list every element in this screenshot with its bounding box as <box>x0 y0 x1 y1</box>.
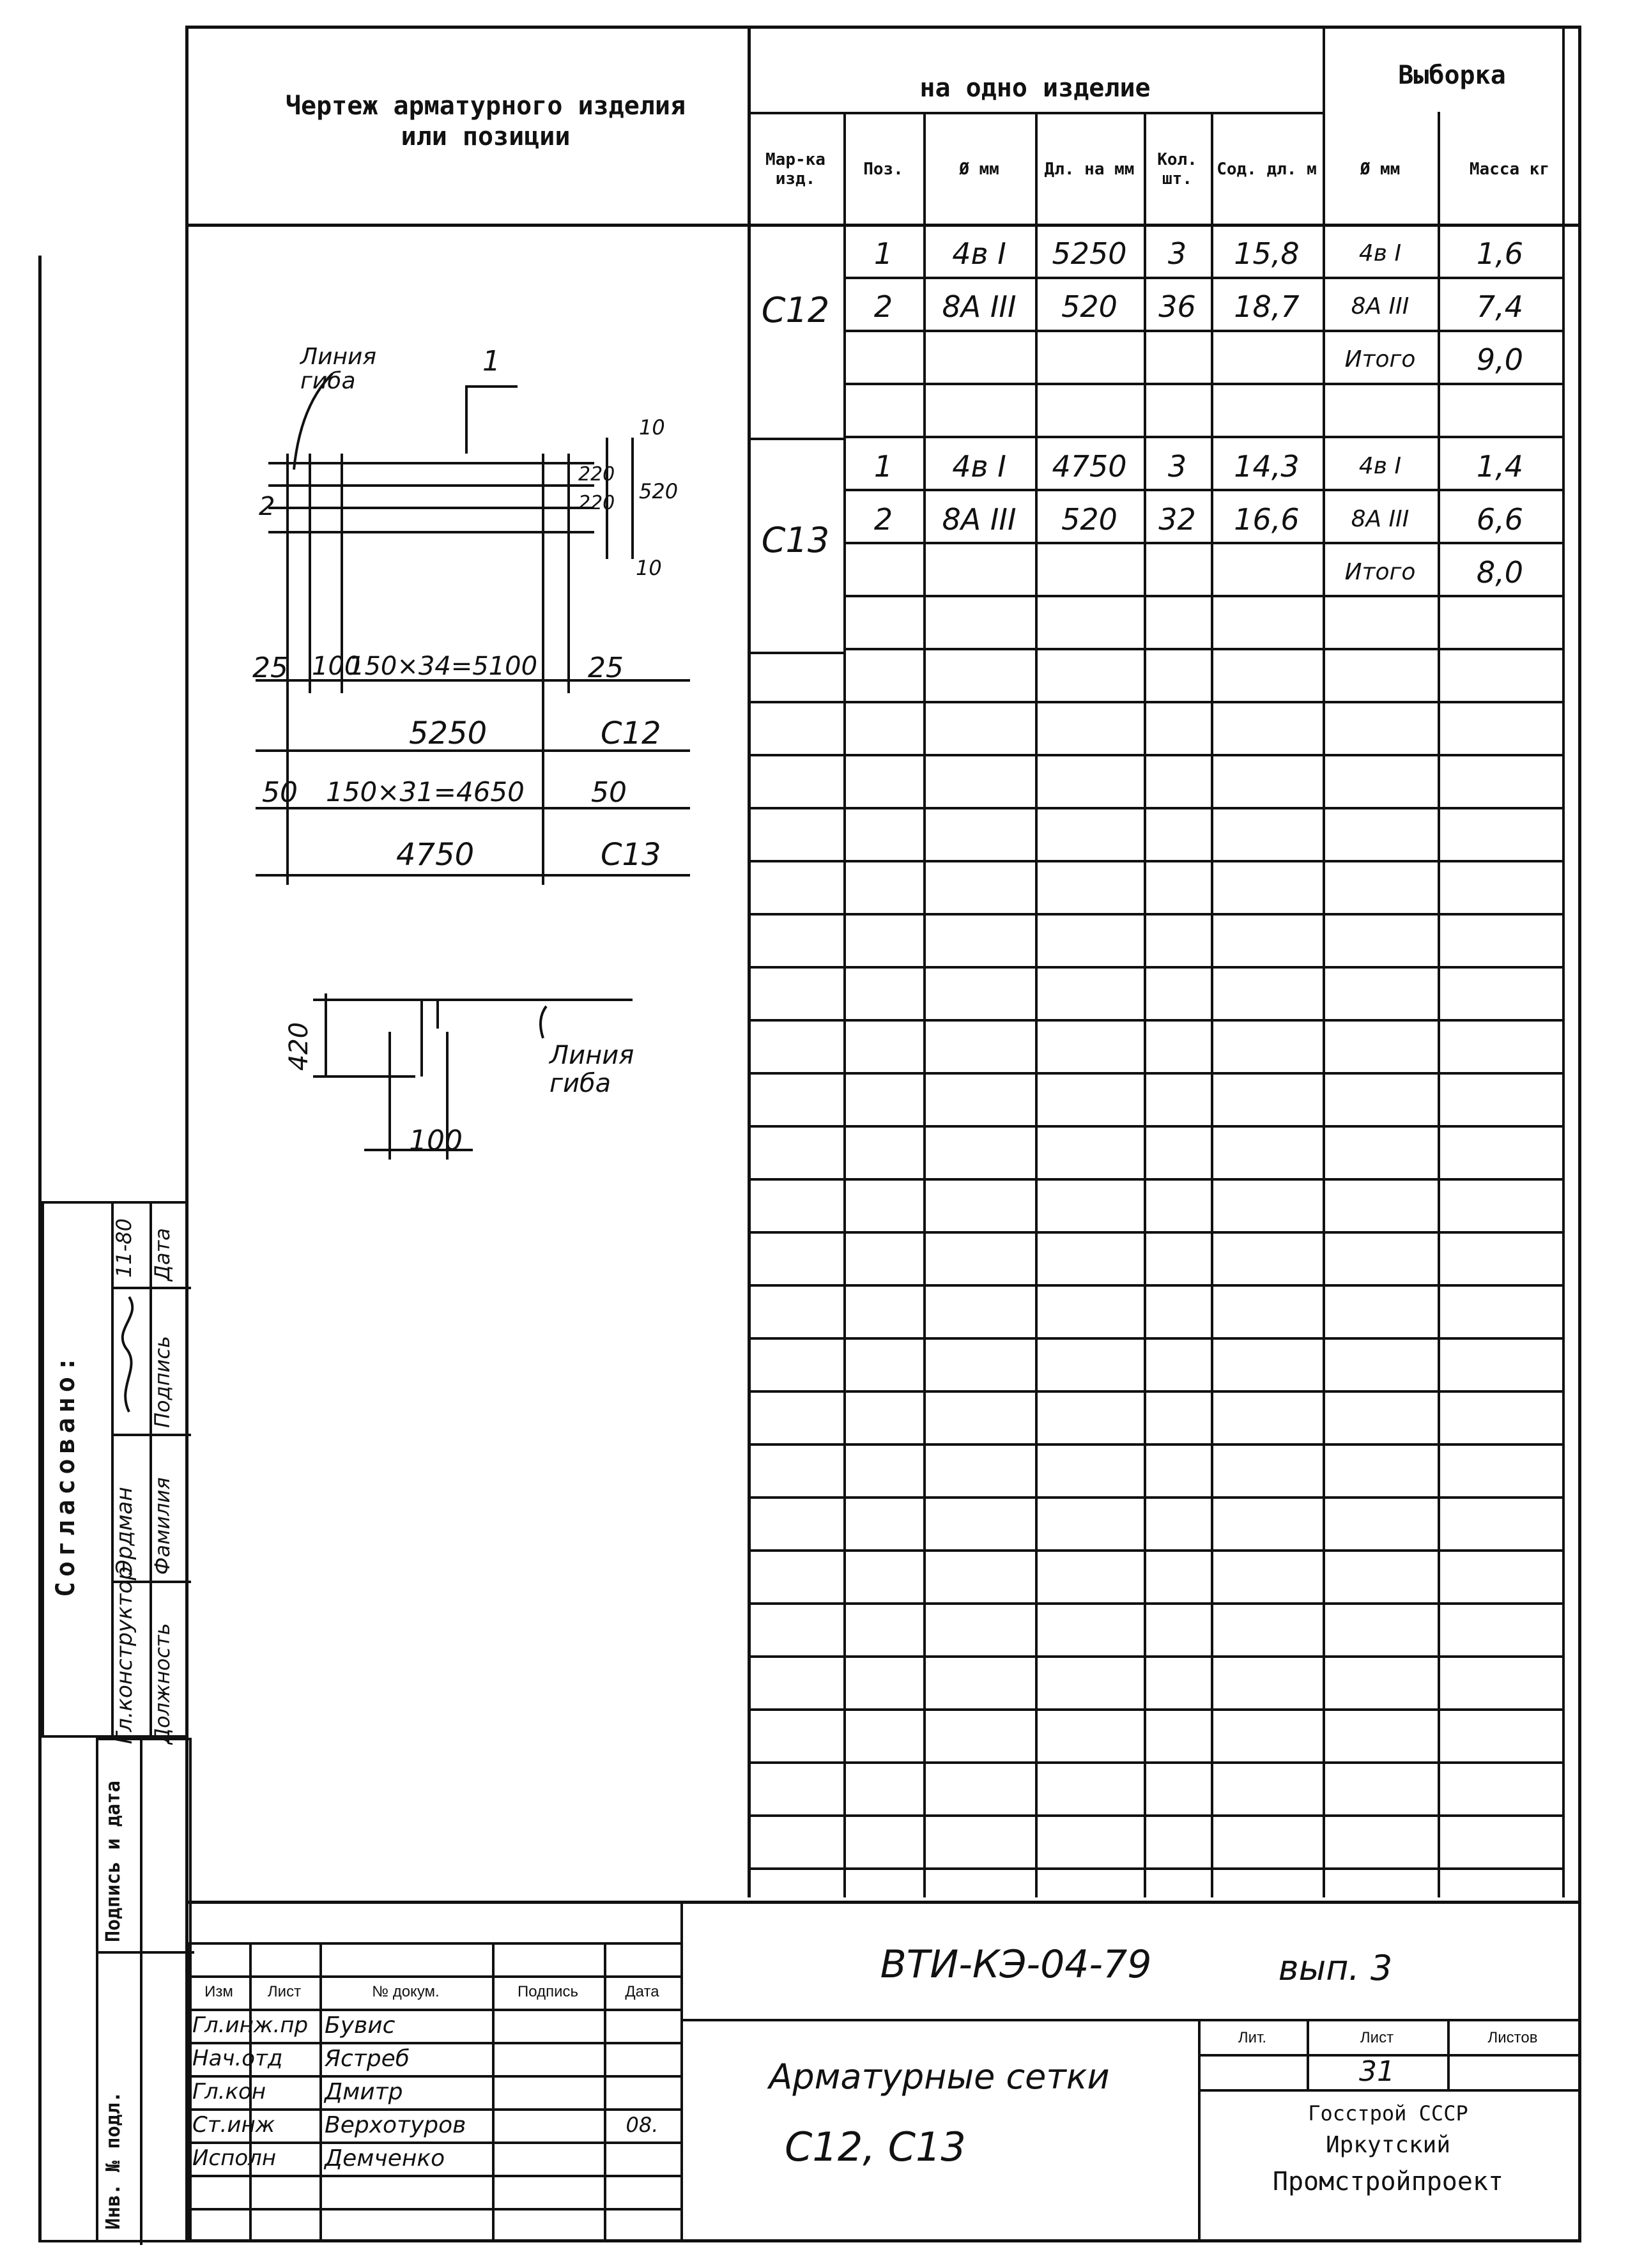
cell-mass: 8,0 <box>1476 555 1524 590</box>
table-row-line <box>748 1231 1562 1234</box>
table-row-line <box>748 1867 1562 1870</box>
col-header-dia: Ø мм <box>959 160 999 179</box>
dim-total-4750: 4750 <box>396 837 475 873</box>
cell-len: 4750 <box>1052 448 1127 484</box>
tb-role: Ст.инж <box>192 2112 275 2138</box>
cell-dia <box>923 333 1035 386</box>
cell-len: 520 <box>1061 289 1117 324</box>
table-row-line <box>748 807 1562 809</box>
mark-c13: С13 <box>761 519 830 560</box>
cell-sel-dia: 4в I <box>1358 453 1402 479</box>
cell-dia: 8А III <box>942 502 1017 537</box>
table-row-line <box>748 1072 1562 1075</box>
table-row-line <box>748 1708 1562 1711</box>
cell-sel-dia: Итого <box>1344 559 1416 585</box>
cell-dia <box>923 546 1035 599</box>
table-right-line <box>1562 26 1565 1897</box>
table-row-line <box>748 1496 1562 1499</box>
dim-right-520: 520 <box>639 479 679 503</box>
cell-mass: 9,0 <box>1476 342 1524 377</box>
tb-name: Бувис <box>325 2012 395 2039</box>
detail-bend-label: Линия гиба <box>549 1041 634 1098</box>
org-line-1: Госстрой СССР <box>1308 2101 1468 2126</box>
tb-date: 08. <box>626 2113 659 2137</box>
cell-mass: 1,4 <box>1476 448 1524 484</box>
cell-len <box>1035 333 1144 386</box>
mark-c12: С12 <box>761 289 830 330</box>
dim-25-left: 25 <box>252 652 288 684</box>
dim-right-10-bottom: 10 <box>636 556 662 580</box>
cell-mass: 7,4 <box>1476 289 1524 324</box>
position-label: 2 <box>259 492 275 521</box>
cell-pos <box>843 333 923 386</box>
table-row-line <box>748 1655 1562 1658</box>
tb-name: Ястреб <box>325 2045 410 2072</box>
cell-total-len: 15,8 <box>1234 236 1300 271</box>
cell-qty <box>1144 333 1211 386</box>
table-row-line <box>748 1019 1562 1022</box>
cell-qty: 3 <box>1167 236 1187 271</box>
cell-dia: 4в I <box>952 448 1006 484</box>
col-header-mark: Мар-ка изд. <box>765 150 826 188</box>
approval-name: Эрдман <box>112 1487 137 1575</box>
table-row-line <box>748 1549 1562 1552</box>
table-row-line <box>748 1602 1562 1605</box>
table-row-line <box>748 1390 1562 1393</box>
table-row-line <box>843 648 1562 650</box>
approval-role: Гл.конструктор <box>112 1567 137 1744</box>
section-marker <box>466 387 518 454</box>
tb-name: Дмитр <box>325 2078 403 2105</box>
tb-role: Гл.инж.пр <box>192 2012 309 2038</box>
dim-150x34: 150×34=5100 <box>348 652 538 681</box>
selection-header: Выборка <box>1398 60 1506 90</box>
cell-qty: 32 <box>1158 502 1196 537</box>
cell-pos: 1 <box>873 236 893 271</box>
cell-pos: 2 <box>873 502 893 537</box>
cell-dia: 8А III <box>942 289 1017 324</box>
col-header-qty: Кол. шт. <box>1157 150 1197 188</box>
dim-50-right: 50 <box>591 776 627 809</box>
strip-inventory-label: Инв. № подл. <box>102 2091 125 2230</box>
cell-pos: 2 <box>873 289 893 324</box>
table-row-line <box>843 224 1562 226</box>
drawing-heading: Чертеж арматурного изделия или позиции <box>285 91 686 151</box>
table-row-line <box>843 436 1562 438</box>
tb-header-0: Изм <box>204 1983 233 2000</box>
tb-row-line <box>188 1942 680 1945</box>
cell-qty: 3 <box>1167 448 1187 484</box>
tb-col-line <box>680 1942 683 2239</box>
mark-label-c12: С12 <box>601 716 661 751</box>
mark-divider <box>748 438 843 440</box>
cell-sel-dia: 8А III <box>1351 506 1409 532</box>
cell-pos <box>843 546 923 599</box>
cell-qty <box>1144 546 1211 599</box>
bend-line-label: Линия гиба <box>300 344 377 394</box>
table-row-line <box>748 1284 1562 1287</box>
detail-dim-420: 420 <box>284 1022 314 1071</box>
approval-header-position: Должность <box>150 1623 174 1744</box>
col-header-mass: Масса кг <box>1469 160 1550 179</box>
cell-mass: 1,6 <box>1476 236 1524 271</box>
table-row-line <box>748 966 1562 969</box>
org-line-2: Иркутский <box>1325 2132 1451 2158</box>
cell-total-len <box>1211 333 1323 386</box>
approval-date: 11-80 <box>112 1218 136 1278</box>
sheets-label: Листов <box>1487 2029 1538 2046</box>
tb-header-3: Подпись <box>518 1983 578 2000</box>
table-col-line <box>1323 26 1325 115</box>
dim-right-10-top: 10 <box>639 415 665 440</box>
cell-pos: 1 <box>873 448 893 484</box>
col-header-total-length: Сод. дл. м <box>1217 160 1317 179</box>
col-header-pos: Поз. <box>863 160 903 179</box>
cell-mass: 6,6 <box>1476 502 1524 537</box>
org-line-3: Промстройпроект <box>1272 2167 1504 2196</box>
cell-dia: 4в I <box>952 236 1006 271</box>
tb-name: Верхотуров <box>325 2111 466 2138</box>
table-row-line <box>748 754 1562 756</box>
mark-divider-2 <box>748 652 843 654</box>
table-row-line <box>748 860 1562 862</box>
tb-row-line <box>188 2175 680 2177</box>
table-row-line <box>748 1178 1562 1181</box>
sheet-number: 31 <box>1359 2055 1395 2088</box>
lit-label: Лит. <box>1238 2029 1267 2046</box>
dim-100: 100 <box>312 652 361 681</box>
approval-header-signature: Подпись <box>150 1336 174 1428</box>
tb-role: Гл.кон <box>192 2079 266 2104</box>
tb-role: Исполн <box>192 2145 277 2171</box>
sheet-label: Лист <box>1360 2029 1394 2046</box>
dim-25-right: 25 <box>588 652 624 684</box>
detail-label-leader <box>541 1006 546 1038</box>
cell-sel-dia: Итого <box>1344 346 1416 372</box>
group-header: на одно изделие <box>919 73 1151 103</box>
document-code: ВТИ-КЭ-04-79 <box>880 1942 1152 1987</box>
dim-50-left: 50 <box>262 776 298 809</box>
section-mark: 1 <box>482 345 500 378</box>
col-header-sel-dia: Ø мм <box>1360 160 1401 179</box>
mark-label-c13: С13 <box>601 837 661 873</box>
dim-right-220-a: 220 <box>578 463 615 486</box>
approval-signature <box>110 1291 148 1418</box>
cell-qty: 36 <box>1158 289 1196 324</box>
approval-title: Согласовано: <box>51 1351 81 1597</box>
cell-total-len: 18,7 <box>1234 289 1300 324</box>
cell-len: 520 <box>1061 502 1117 537</box>
table-row-line <box>748 1337 1562 1340</box>
dim-150x31: 150×31=4650 <box>326 776 525 808</box>
cell-sel-dia: 4в I <box>1358 240 1402 266</box>
tb-sheet-line-2 <box>1198 2089 1578 2092</box>
table-row-line <box>748 1125 1562 1128</box>
tb-name: Демченко <box>325 2145 445 2172</box>
tb-header-1: Лист <box>267 1983 302 2000</box>
tb-code-line <box>680 2019 1578 2021</box>
cell-total-len: 14,3 <box>1234 448 1300 484</box>
cell-total-len: 16,6 <box>1234 502 1300 537</box>
sheet-title-line1: Арматурные сетки <box>769 2056 1110 2097</box>
sheet-title-line2: С12, С13 <box>785 2123 966 2170</box>
tb-role: Нач.отд <box>192 2046 283 2071</box>
cell-total-len <box>1211 546 1323 599</box>
approval-header-date: Дата <box>150 1228 174 1281</box>
dim-right-220-b: 220 <box>578 492 615 514</box>
table-row-line <box>748 913 1562 916</box>
tb-row-line <box>188 2208 680 2211</box>
cell-sel-dia: 8А III <box>1351 293 1409 319</box>
tb-header-4: Дата <box>625 1983 659 2000</box>
cell-len: 5250 <box>1052 236 1127 271</box>
table-row-line <box>748 1443 1562 1446</box>
table-row-line <box>748 1814 1562 1817</box>
col-header-length: Дл. на мм <box>1044 160 1135 179</box>
strip-signature-label: Подпись и дата <box>102 1781 125 1942</box>
dim-total-5250: 5250 <box>409 716 488 751</box>
table-row-line <box>748 1761 1562 1764</box>
cell-len <box>1035 546 1144 599</box>
issue-number: вып. 3 <box>1278 1947 1393 1988</box>
approval-header-name: Фамилия <box>150 1477 174 1575</box>
detail-dim-100: 100 <box>409 1124 463 1157</box>
table-row-line <box>748 701 1562 703</box>
tb-header-2: № докум. <box>372 1983 440 2000</box>
